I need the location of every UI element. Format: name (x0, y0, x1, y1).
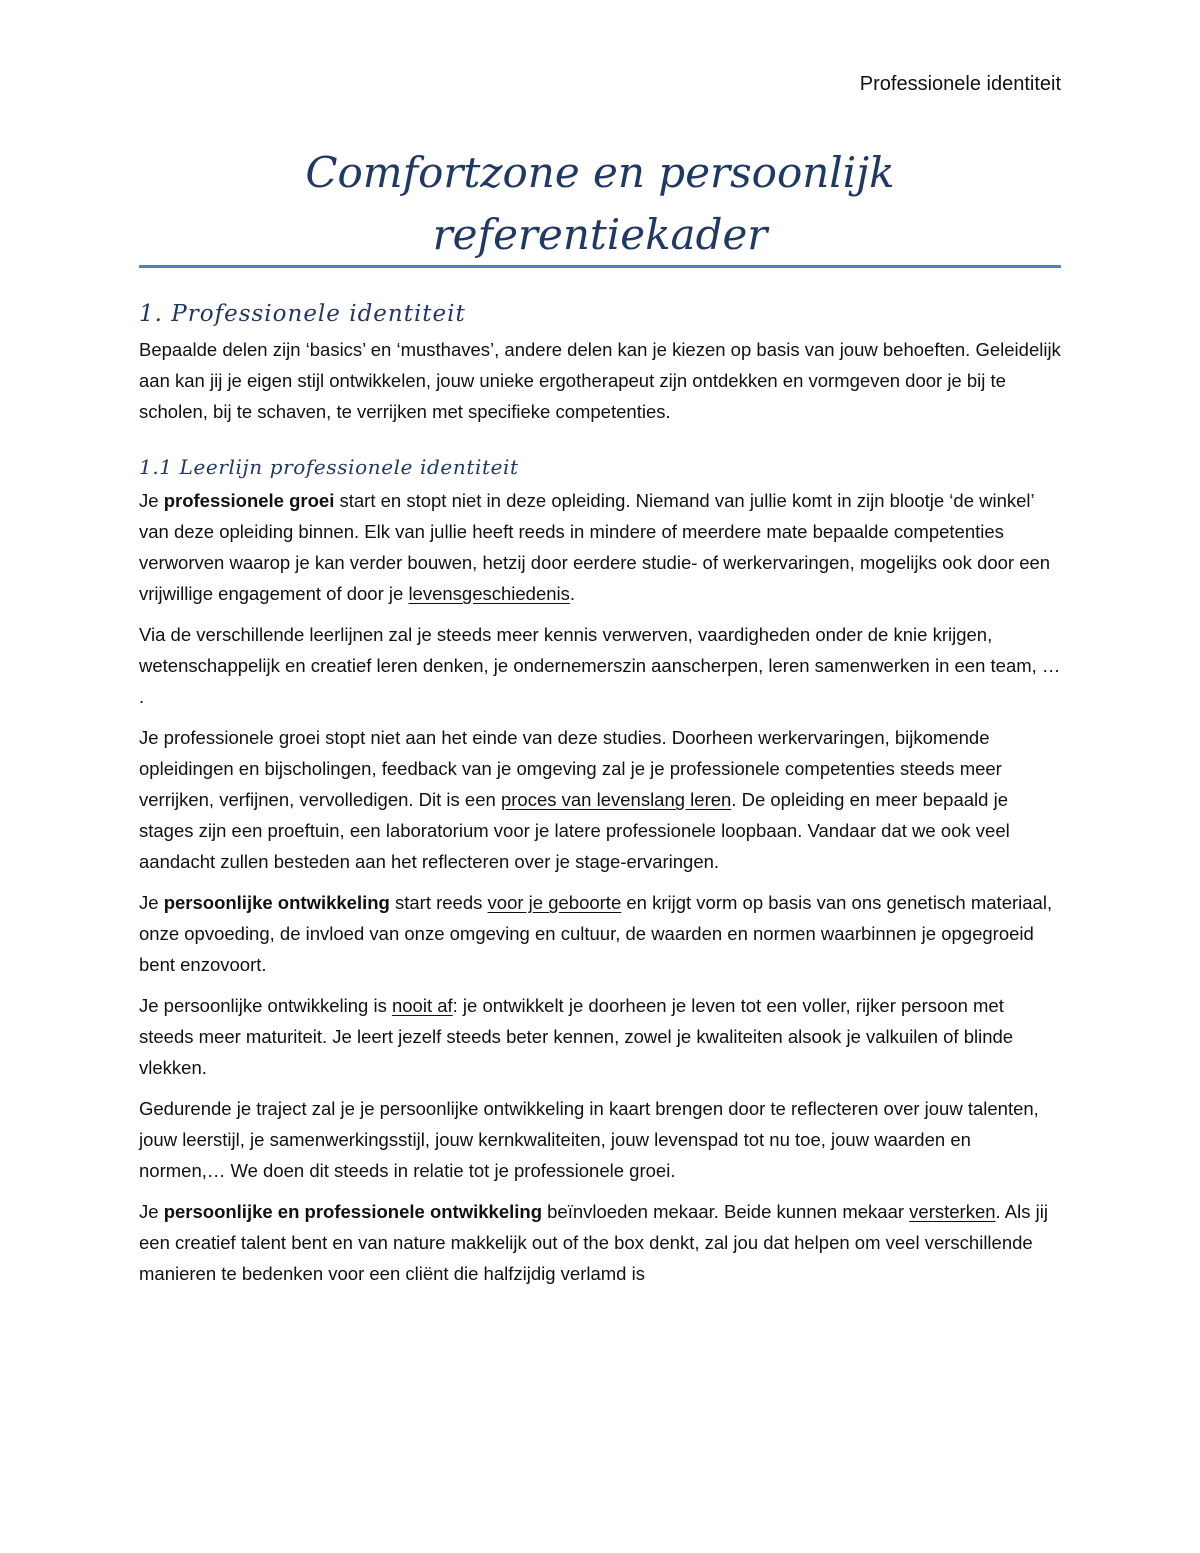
text-run: en krijgt vorm op basis van ons genetisch materiaal, onze opvoeding, de invloed van onze omgeving en cultuur, de waarden en normen waarbinnen je opgegroeid bent enzovoort. (139, 892, 1053, 975)
paragraph-levenslang-leren (139, 722, 1061, 877)
text-run: Je (139, 892, 164, 913)
paragraph-professionele-groei (139, 485, 1061, 609)
text-run: Je (139, 490, 164, 511)
paragraph-beinvloeden (139, 1196, 1061, 1289)
underlined-term: versterken (909, 1201, 996, 1222)
text-run: Je professionele groei stopt niet aan het einde van deze studies. Doorheen werkervaringen, bijkomende opleidingen en bijscholingen, feedback van je omgeving zal je je professionele competenties steeds meer verrijken, verfijnen, vervolledigen. Dit is een (139, 727, 1002, 810)
bold-term: persoonlijke en professionele ontwikkeling (163, 1201, 542, 1222)
section-heading-1-1: 1.1 Leerlijn professionele identiteit (139, 455, 519, 479)
paragraph-leerlijnen: Via de verschillende leerlijnen zal je steeds meer kennis verwerven, vaardigheden onder de knie krijgen, wetenschappelijk en creatief leren denken, je ondernemerszin aanscherpen, leren samenwerken in een team, … . (139, 624, 1061, 707)
underlined-term: levensgeschiedenis (408, 583, 570, 604)
text-run: Je (139, 1201, 164, 1222)
underlined-term: voor je geboorte (487, 892, 622, 913)
underlined-term: proces van levenslang leren (500, 789, 732, 810)
text-run: start reeds (389, 892, 488, 913)
paragraph-nooit-af (139, 990, 1061, 1083)
text-run: . (569, 583, 576, 604)
section-1-paragraph: Bepaalde delen zijn ‘basics’ en ‘musthaves’, andere delen kan je kiezen op basis van jouw behoeften. Geleidelijk aan kan jij je eigen stijl ontwikkelen, jouw unieke ergotherapeut zijn ontdekken en vormgeven door je bij te scholen, bij te schaven, te verrijken met specifieke competenties. (139, 339, 1061, 422)
paragraph-persoonlijke-ontwikkeling (139, 887, 1061, 980)
underlined-term: nooit af (391, 995, 453, 1016)
text-run: . De opleiding en meer bepaald je stages zijn een proeftuin, een laboratorium voor je latere professionele loopbaan. Vandaar dat we ook veel aandacht zullen besteden aan het reflecteren over je stage-ervaringen. (139, 789, 1010, 872)
title-rule (139, 265, 1061, 268)
text-run: : je ontwikkelt je doorheen je leven tot een voller, rijker persoon met steeds meer maturiteit. Je leert jezelf steeds beter kennen, zowel je kwaliteiten alsook je valkuilen of blinde vlekken. (139, 995, 1014, 1078)
section-heading-1: 1. Professionele identiteit (139, 301, 466, 327)
bold-term: persoonlijke ontwikkeling (163, 892, 390, 913)
running-header: Professionele identiteit (859, 73, 1061, 95)
bold-term: professionele groei (163, 490, 335, 511)
text-run: start en stopt niet in deze opleiding. Niemand van jullie komt in zijn blootje ‘de winkel’ van deze opleiding binnen. Elk van jullie heeft reeds in mindere of meerdere mate bepaalde competenties verworven waarop je kan verder bouwen, hetzij door eerdere studie- of werkervaringen, mogelijks ook door een vrijwillige engagement of door je (139, 490, 1051, 604)
paragraph-traject: Gedurende je traject zal je je persoonlijke ontwikkeling in kaart brengen door te reflecteren over jouw talenten, jouw leerstijl, je samenwerkingsstijl, jouw kernkwaliteiten, jouw levenspad tot nu toe, jouw waarden en normen,… We doen dit steeds in relatie tot je professionele groei. (139, 1098, 1039, 1181)
text-run: . Als jij een creatief talent bent en van nature makkelijk out of the box denkt, zal jou dat helpen om veel verschillende manieren te bedenken voor een cliënt die halfzijdig verlamd is (139, 1201, 1048, 1284)
document-title: Comfortzone en persoonlijk referentiekader (305, 148, 895, 259)
text-run: Je persoonlijke ontwikkeling is (139, 995, 392, 1016)
document-body (139, 294, 1061, 1299)
text-run: beïnvloeden mekaar. Beide kunnen mekaar (542, 1201, 910, 1222)
